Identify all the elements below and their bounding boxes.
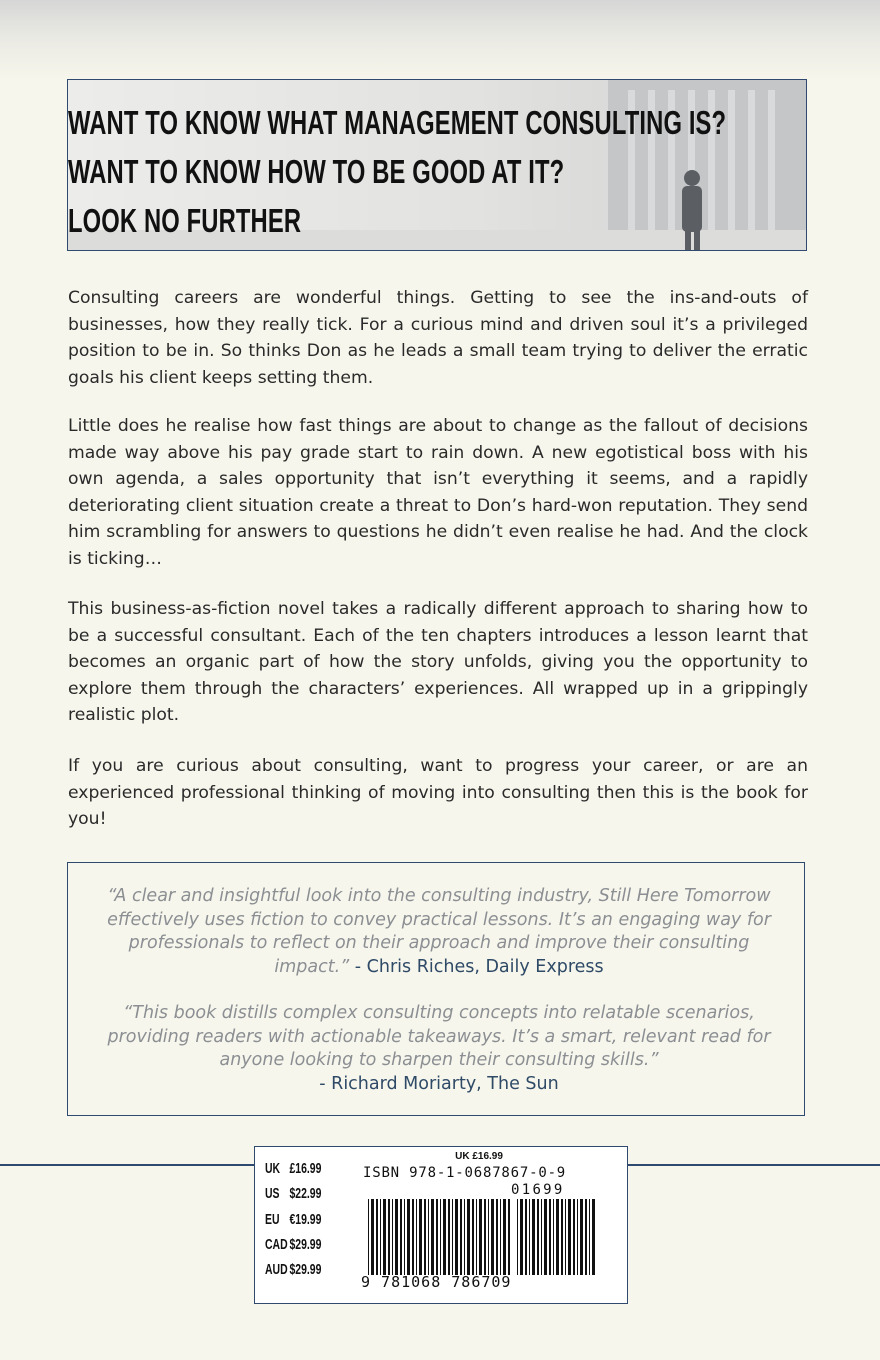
blurb-paragraph-3: This business-as-fiction novel takes a radically different approach to sharing how to be a successful consultant. Each of the ten chapters introduces a lesson learnt that becomes an organic part of how the story unfolds, giving you the opportunity to explore them through the characters’ experiences. All wrapped up in a grippingly realistic plot. [68, 599, 808, 725]
barcode-bar [460, 1199, 462, 1275]
barcode-bar [561, 1199, 563, 1275]
barcode-bar [404, 1199, 405, 1275]
price-row-eu: EU €19.99 [265, 1211, 322, 1228]
barcode-bar [556, 1199, 559, 1275]
review-2-attribution: - Richard Moriarty, The Sun [319, 1073, 559, 1094]
barcode-bar [479, 1199, 482, 1275]
barcode-bar [573, 1199, 575, 1275]
barcode-bar [443, 1199, 446, 1275]
barcode-bar [525, 1199, 527, 1275]
ean-digits: 9 781068 786709 [361, 1273, 512, 1291]
barcode-bar [565, 1199, 566, 1275]
barcode-bar [500, 1199, 501, 1275]
review-2-quote: “This book distills complex consulting concepts into relatable scenarios, providing readers with actionable takeaways. It’s a smart, relevant read for anyone looking to sharpen their consulting skills.” [107, 1003, 771, 1070]
barcode-bar [544, 1199, 547, 1275]
blurb-paragraph-2: Little does he realise how fast things are about to change as the fallout of decisions made way above his pay grade start to rain down. A new egotistical boss with his own agenda, a sales opportunity that isn’t everything it seems, and a rapidly deteriorating client situation create a threat to Don’s hard-won reputation. They send him scrambling for answers to questions he didn’t even realise he had. And the clock is ticking… [68, 416, 808, 569]
review-1-quote: “A clear and insightful look into the consulting industry, Still Here Tomorrow effectively uses fiction to convey practical lessons. It’s an engaging way for professionals to reflect on their approach and improve their consulting impact.” [107, 886, 771, 977]
barcode-bar [400, 1199, 402, 1275]
barcode-bar [577, 1199, 578, 1275]
isbn-text: ISBN 978-1-0687867-0-9 [363, 1165, 567, 1181]
barcode-bar [484, 1199, 486, 1275]
headline-1: WANT TO KNOW WHAT MANAGEMENT CONSULTING IS? [68, 104, 727, 141]
barcode-bar [383, 1199, 386, 1275]
price-row-us: US $22.99 [265, 1186, 322, 1203]
barcode-bar [537, 1199, 539, 1275]
barcode-bar [380, 1199, 381, 1275]
barcode-bar [580, 1199, 583, 1275]
top-photo-fade [0, 0, 880, 80]
barcode-bar [476, 1199, 477, 1275]
barcode-bar [392, 1199, 393, 1275]
barcode-bar [440, 1199, 441, 1275]
barcode-bar [503, 1199, 506, 1275]
headline-2: WANT TO KNOW HOW TO BE GOOD AT IT? [68, 153, 565, 190]
barcode-bar [532, 1199, 535, 1275]
barcode-bar [412, 1199, 414, 1275]
addon-barcode [517, 1199, 597, 1275]
ean-barcode [368, 1199, 512, 1275]
barcode-bar [436, 1199, 438, 1275]
barcode-bar [592, 1199, 595, 1275]
left-divider-line [0, 1164, 254, 1166]
barcode-bar [589, 1199, 590, 1275]
barcode-price-label: UK £16.99 [455, 1151, 503, 1162]
barcode-bar [488, 1199, 489, 1275]
addon-digits: 01699 [511, 1182, 565, 1198]
barcode-bar [376, 1199, 378, 1275]
barcode-bar [472, 1199, 474, 1275]
barcode-bar [428, 1199, 429, 1275]
blurb-paragraph-1: Consulting careers are wonderful things. Getting to see the ins-and-outs of businesses, how they really tick. For a curious mind and driven soul it’s a privileged position to be in. So thinks Don as he leads a small team trying to deliver the erratic goals his client keeps setting them. [68, 288, 808, 388]
price-row-cad: CAD $29.99 [265, 1236, 322, 1253]
barcode-bar [416, 1199, 417, 1275]
barcode-bar [455, 1199, 458, 1275]
barcode-bar [541, 1199, 542, 1275]
barcode-bar [496, 1199, 498, 1275]
review-2 [90, 1002, 788, 1096]
reviews-box [67, 862, 805, 1116]
blurb-paragraph-4: If you are curious about consulting, want to progress your career, or are an experienced professional thinking of moving into consulting then this is the book for you! [68, 756, 808, 829]
headline-list [68, 98, 807, 245]
barcode-bar [371, 1199, 374, 1275]
barcode-bar [491, 1199, 494, 1275]
right-divider-line [628, 1164, 880, 1166]
price-row-aud: AUD $29.99 [265, 1262, 322, 1279]
price-list [265, 1161, 347, 1287]
barcode-bar [520, 1199, 523, 1275]
barcode-bar [467, 1199, 470, 1275]
barcode-bar [419, 1199, 422, 1275]
barcode-bar [448, 1199, 450, 1275]
barcode-bar [529, 1199, 530, 1275]
headline-banner [67, 79, 807, 251]
barcode-bar [568, 1199, 571, 1275]
barcode-bar [464, 1199, 465, 1275]
barcode-bar [549, 1199, 551, 1275]
barcode-bar [368, 1199, 369, 1275]
barcode-panel [254, 1146, 628, 1304]
barcode-bar [553, 1199, 554, 1275]
barcode-bar [585, 1199, 587, 1275]
headline-3: LOOK NO FURTHER [68, 202, 302, 239]
barcode-bar [517, 1199, 518, 1275]
barcode-bar [452, 1199, 453, 1275]
price-row-uk: UK £16.99 [265, 1161, 322, 1177]
barcode-bar [424, 1199, 426, 1275]
barcode-bar [395, 1199, 398, 1275]
barcode-bar [431, 1199, 434, 1275]
barcode-bar [388, 1199, 390, 1275]
review-1 [90, 885, 788, 979]
barcode-bar [407, 1199, 410, 1275]
review-1-attribution: - Chris Riches, Daily Express [354, 956, 604, 977]
barcode-bar [508, 1199, 510, 1275]
